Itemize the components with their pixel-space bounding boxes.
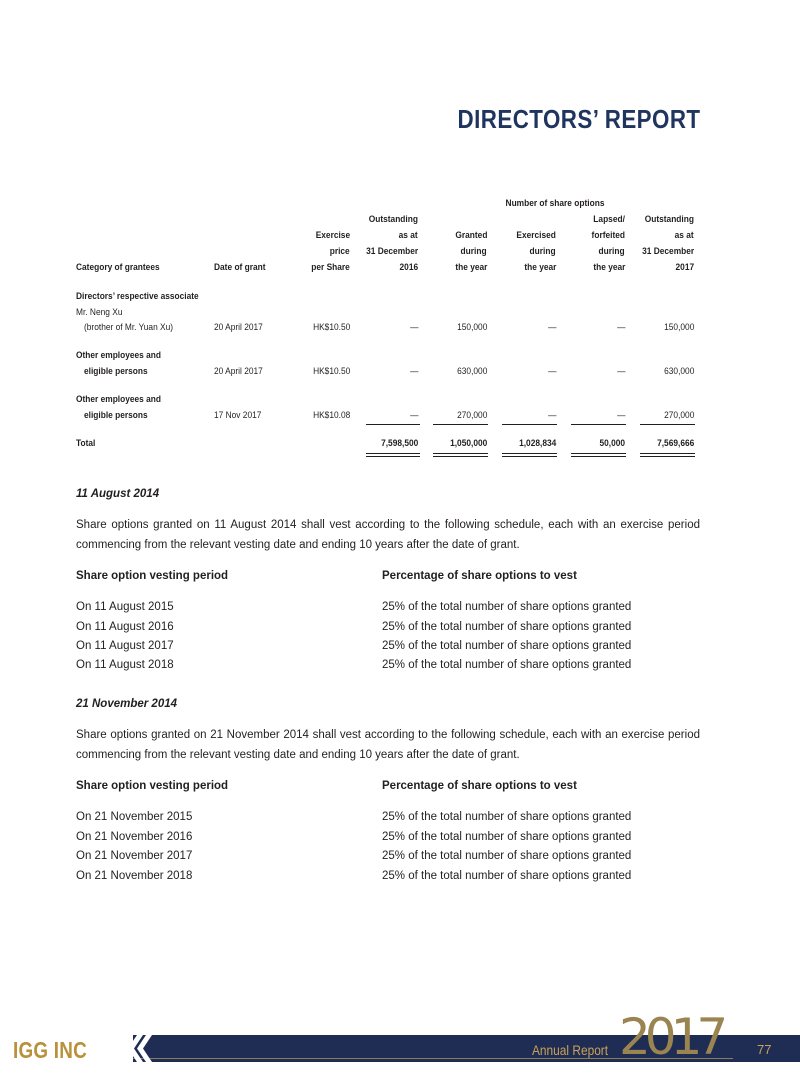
row-3-out-end: 270,000 — [663, 410, 694, 421]
schedule-percentage: 25% of the total number of share options granted — [382, 811, 632, 823]
total-granted: 1,050,000 — [449, 438, 487, 449]
schedule-percentage: 25% of the total number of share options granted — [382, 659, 632, 671]
col-header-out-start-3: 31 December — [365, 246, 418, 257]
row-2-exercised: — — [547, 366, 556, 377]
total-label: Total — [76, 438, 96, 449]
schedule-col-period: Share option vesting period — [76, 780, 229, 792]
col-header-price-3: per Share — [311, 262, 350, 273]
annual-report-label: Annual Report — [532, 1042, 609, 1058]
col-header-out-end-3: 31 December — [641, 246, 694, 257]
col-header-category: Category of grantees — [76, 262, 160, 273]
col-header-out-start-4: 2016 — [399, 262, 418, 273]
row-2-name: Other employees and — [76, 350, 162, 361]
report-year: 2017 — [619, 1008, 723, 1066]
row-1-granted: 150,000 — [456, 322, 487, 333]
col-header-out-end-1: Outstanding — [644, 214, 694, 225]
col-header-lapsed-1: Lapsed/ — [593, 214, 625, 225]
row-2-name-2: eligible persons — [84, 366, 148, 377]
total-lapsed: 50,000 — [599, 438, 625, 449]
row-2-lapsed: — — [616, 366, 625, 377]
total-double-rule — [502, 456, 557, 457]
col-header-granted-3: the year — [454, 262, 487, 273]
col-header-price-2: price — [330, 246, 350, 257]
row-3-date: 17 Nov 2017 — [214, 410, 262, 421]
total-double-rule — [571, 456, 626, 457]
row-1-out-end: 150,000 — [663, 322, 694, 333]
col-header-out-end-2: as at — [674, 230, 694, 241]
col-header-exercised-2: during — [529, 246, 556, 257]
row-3-out-start: — — [409, 410, 418, 421]
row-2-out-start: — — [409, 366, 418, 377]
total-out-end: 7,569,666 — [656, 438, 694, 449]
total-double-rule — [366, 453, 420, 454]
row-1-lapsed: — — [616, 322, 625, 333]
row-2-date: 20 April 2017 — [214, 366, 263, 377]
total-double-rule — [502, 453, 557, 454]
section-label: Directors’ respective associate — [76, 291, 199, 302]
chevron-left-icon — [128, 1035, 152, 1062]
row-2-out-end: 630,000 — [663, 366, 694, 377]
total-double-rule — [640, 456, 695, 457]
row-2-price: HK$10.50 — [312, 366, 350, 377]
row-1-name: Mr. Neng Xu — [76, 307, 123, 318]
row-2-granted: 630,000 — [456, 366, 487, 377]
col-header-lapsed-3: during — [598, 246, 625, 257]
total-double-rule — [433, 456, 488, 457]
row-1-name-2: (brother of Mr. Yuan Xu) — [84, 322, 174, 333]
row-3-price: HK$10.08 — [312, 410, 350, 421]
subtotal-rule — [571, 424, 626, 425]
subtotal-rule — [640, 424, 695, 425]
row-3-granted: 270,000 — [456, 410, 487, 421]
group-header: Number of share options — [505, 198, 605, 209]
section-paragraph: Share options granted on 21 November 2014 shall vest according to the following schedule, each with an exercise period commencing from the relevant vesting date and ending 10 years after the date of grant. — [76, 729, 700, 761]
total-double-rule — [433, 453, 488, 454]
schedule-period: On 21 November 2015 — [76, 811, 193, 823]
schedule-percentage: 25% of the total number of share options granted — [382, 870, 632, 882]
subtotal-rule — [502, 424, 557, 425]
row-3-exercised: — — [547, 410, 556, 421]
total-out-start: 7,598,500 — [380, 438, 418, 449]
total-double-rule — [571, 453, 626, 454]
row-1-out-start: — — [409, 322, 418, 333]
section-heading: 11 August 2014 — [76, 488, 160, 500]
col-header-out-start-1: Outstanding — [368, 214, 418, 225]
schedule-col-percentage: Percentage of share options to vest — [382, 570, 577, 582]
page-title: DIRECTORS’ REPORT — [458, 104, 701, 134]
col-header-out-start-2: as at — [398, 230, 418, 241]
total-double-rule — [640, 453, 695, 454]
col-header-granted-1: Granted — [454, 230, 487, 241]
total-double-rule — [366, 456, 420, 457]
section-heading: 21 November 2014 — [76, 698, 178, 710]
schedule-period: On 11 August 2015 — [76, 601, 174, 613]
subtotal-rule — [366, 424, 420, 425]
schedule-period: On 11 August 2017 — [76, 640, 174, 652]
subtotal-rule — [433, 424, 488, 425]
schedule-period: On 21 November 2018 — [76, 870, 193, 882]
col-header-lapsed-4: the year — [592, 262, 625, 273]
row-1-date: 20 April 2017 — [214, 322, 263, 333]
section-paragraph: Share options granted on 11 August 2014 shall vest according to the following schedule, each with an exercise period commencing from the relevant vesting date and ending 10 years after the date of grant. — [76, 519, 700, 551]
schedule-percentage: 25% of the total number of share options granted — [382, 850, 632, 862]
schedule-percentage: 25% of the total number of share options granted — [382, 621, 632, 633]
schedule-period: On 21 November 2016 — [76, 831, 193, 843]
schedule-percentage: 25% of the total number of share options granted — [382, 831, 632, 843]
col-header-exercised-1: Exercised — [516, 230, 556, 241]
col-header-date: Date of grant — [214, 262, 266, 273]
schedule-period: On 11 August 2016 — [76, 621, 174, 633]
schedule-period: On 21 November 2017 — [76, 850, 193, 862]
schedule-percentage: 25% of the total number of share options granted — [382, 601, 632, 613]
company-logo: IGG INC — [13, 1037, 88, 1063]
row-1-price: HK$10.50 — [312, 322, 350, 333]
total-exercised: 1,028,834 — [518, 438, 556, 449]
schedule-period: On 11 August 2018 — [76, 659, 174, 671]
row-3-name-2: eligible persons — [84, 410, 148, 421]
page-number: 77 — [757, 1042, 772, 1057]
col-header-price-1: Exercise — [315, 230, 350, 241]
schedule-col-percentage: Percentage of share options to vest — [382, 780, 577, 792]
row-3-lapsed: — — [616, 410, 625, 421]
schedule-percentage: 25% of the total number of share options granted — [382, 640, 632, 652]
schedule-col-period: Share option vesting period — [76, 570, 229, 582]
col-header-exercised-3: the year — [523, 262, 556, 273]
col-header-lapsed-2: forfeited — [591, 230, 625, 241]
row-1-exercised: — — [547, 322, 556, 333]
col-header-out-end-4: 2017 — [675, 262, 694, 273]
col-header-granted-2: during — [460, 246, 487, 257]
row-3-name: Other employees and — [76, 394, 162, 405]
